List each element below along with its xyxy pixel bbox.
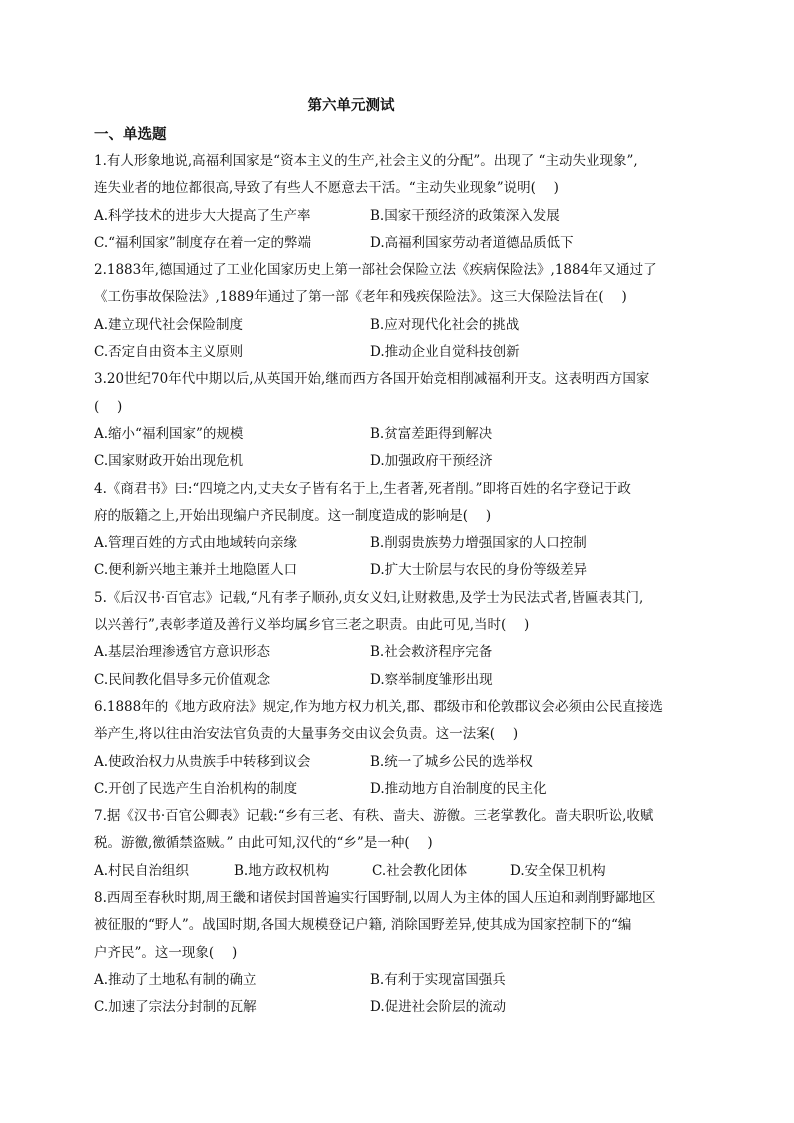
- question-text-line: 1.有人形象地说,高福利国家是“资本主义的生产,社会主义的分配”。出现了 “主动失业现象”,: [94, 153, 638, 169]
- question-text-line: 连失业者的地位都很高,导致了有些人不愿意去干活。“主动失业现象”说明( ): [94, 180, 559, 197]
- question-5: [94, 585, 704, 694]
- option-row: [94, 448, 704, 475]
- question-text-line: 《工伤事故保险法》,1889年通过了第一部《老年和残疾保险法》。这三大保险法旨在( ): [94, 289, 627, 306]
- option-d: D.推动地方自治制度的民主化: [370, 780, 547, 797]
- option-row: [94, 557, 704, 584]
- question-2: [94, 257, 704, 366]
- option-c: C.国家财政开始出现危机: [94, 453, 244, 470]
- question-text-line: 被征服的“野人”。战国时期,各国大规模登记户籍, 消除国野差异,使其成为国家控制下的“编: [94, 917, 632, 934]
- option-b: B.国家干预经济的政策深入发展: [370, 207, 560, 224]
- question-text-line: 户齐民”。这一现象( ): [94, 944, 238, 961]
- option-b: B.地方政权机构: [234, 862, 330, 879]
- option-row: [94, 339, 704, 366]
- option-c: C.“福利国家”制度存在着一定的弊端: [94, 234, 311, 251]
- question-text-line: 5.《后汉书·百官志》记载,“凡有孝子顺孙,贞女义妇,让财救患,及学士为民法式者,皆匾表其门,: [94, 589, 644, 606]
- option-c: C.社会教化团体: [372, 862, 468, 879]
- option-row: [94, 530, 704, 557]
- option-row: [94, 858, 704, 885]
- option-a: A.缩小“福利国家”的规模: [94, 425, 244, 442]
- option-row: [94, 967, 704, 994]
- option-row: [94, 203, 704, 230]
- option-a: A.使政治权力从贵族手中转移到议会: [94, 753, 311, 770]
- question-text-line: 府的版籍之上,开始出现编户齐民制度。这一制度造成的影响是( ): [94, 507, 492, 524]
- option-a: A.村民自治组织: [94, 862, 190, 879]
- question-text-line: 4.《商君书》曰:“四境之内,丈夫女子皆有名于上,生者著,死者削。”即将百姓的名字登记于政: [94, 480, 631, 497]
- option-d: D.扩大士阶层与农民的身份等级差异: [370, 562, 588, 579]
- question-7: [94, 803, 704, 885]
- option-c: C.否定自由资本主义原则: [94, 344, 244, 361]
- option-c: C.便利新兴地主兼并土地隐匿人口: [94, 562, 298, 579]
- option-d: D.安全保卫机构: [510, 862, 606, 879]
- section-heading: 一、单选题: [94, 126, 167, 143]
- question-text-line: ( ): [94, 398, 123, 415]
- option-d: D.加强政府干预经济: [370, 453, 493, 470]
- option-c: C.民间教化倡导多元价值观念: [94, 671, 271, 688]
- question-text-line: 2.1883年,德国通过了工业化国家历史上第一部社会保险立法《疾病保险法》,1884年又通过了: [94, 262, 657, 279]
- question-text-line: 7.据《汉书·百官公卿表》记载:“乡有三老、有秩、啬夫、游徼。三老掌教化。啬夫职听讼,收赋: [94, 808, 654, 825]
- question-text-line: 税。游徼,徼循禁盗贼。” 由此可知,汉代的“乡”是一种( ): [94, 835, 433, 852]
- option-a: A.管理百姓的方式由地域转向亲缘: [94, 535, 298, 552]
- option-row: [94, 667, 704, 694]
- option-c: C.加速了宗法分封制的瓦解: [94, 999, 257, 1016]
- option-d: D.促进社会阶层的流动: [370, 999, 507, 1016]
- option-row: [94, 312, 704, 339]
- option-a: A.科学技术的进步大大提高了生产率: [94, 207, 311, 224]
- option-row: [94, 749, 704, 776]
- question-3: [94, 366, 704, 475]
- option-b: B.社会救济程序完备: [370, 644, 493, 661]
- question-text-line: 以兴善行”,表彰孝道及善行义举均属乡官三老之职责。由此可见,当时( ): [94, 617, 530, 634]
- option-row: [94, 994, 704, 1021]
- option-d: D.察举制度雏形出现: [370, 671, 493, 688]
- option-row: [94, 639, 704, 666]
- option-a: A.建立现代社会保险制度: [94, 316, 244, 333]
- option-d: D.高福利国家劳动者道德品质低下: [370, 234, 574, 251]
- option-b: B.削弱贵族势力增强国家的人口控制: [370, 535, 587, 552]
- question-4: [94, 476, 704, 585]
- question-text-line: 6.1888年的《地方政府法》规定,作为地方权力机关,郡、郡级市和伦敦郡议会必须由公民直接选: [94, 698, 663, 715]
- option-a: A.基层治理渗透官方意识形态: [94, 644, 271, 661]
- option-a: A.推动了土地私有制的确立: [94, 971, 257, 988]
- option-b: B.统一了城乡公民的选举权: [370, 753, 533, 770]
- option-b: B.贫富差距得到解决: [370, 425, 493, 442]
- question-list: [94, 148, 704, 1022]
- question-text-line: 举产生,将以往由治安法官负责的大量事务交由议会负责。这一法案( ): [94, 726, 519, 743]
- question-text-line: 3.20世纪70年代中期以后,从英国开始,继而西方各国开始竞相削减福利开支。这表明西方国家: [94, 371, 650, 388]
- option-row: [94, 230, 704, 257]
- option-row: [94, 421, 704, 448]
- question-text-line: 8.西周至春秋时期,周王畿和诸侯封国普遍实行国野制,以周人为主体的国人压迫和剥削野鄙地区: [94, 890, 656, 907]
- option-row: [94, 776, 704, 803]
- page-title: 第六单元测试: [307, 97, 395, 114]
- option-b: B.应对现代化社会的挑战: [370, 316, 520, 333]
- question-6: [94, 694, 704, 803]
- question-1: [94, 148, 704, 257]
- option-d: D.推动企业自觉科技创新: [370, 344, 520, 361]
- option-c: C.开创了民选产生自治机构的制度: [94, 780, 298, 797]
- option-b: B.有利于实现富国强兵: [370, 971, 506, 988]
- question-8: [94, 885, 704, 1021]
